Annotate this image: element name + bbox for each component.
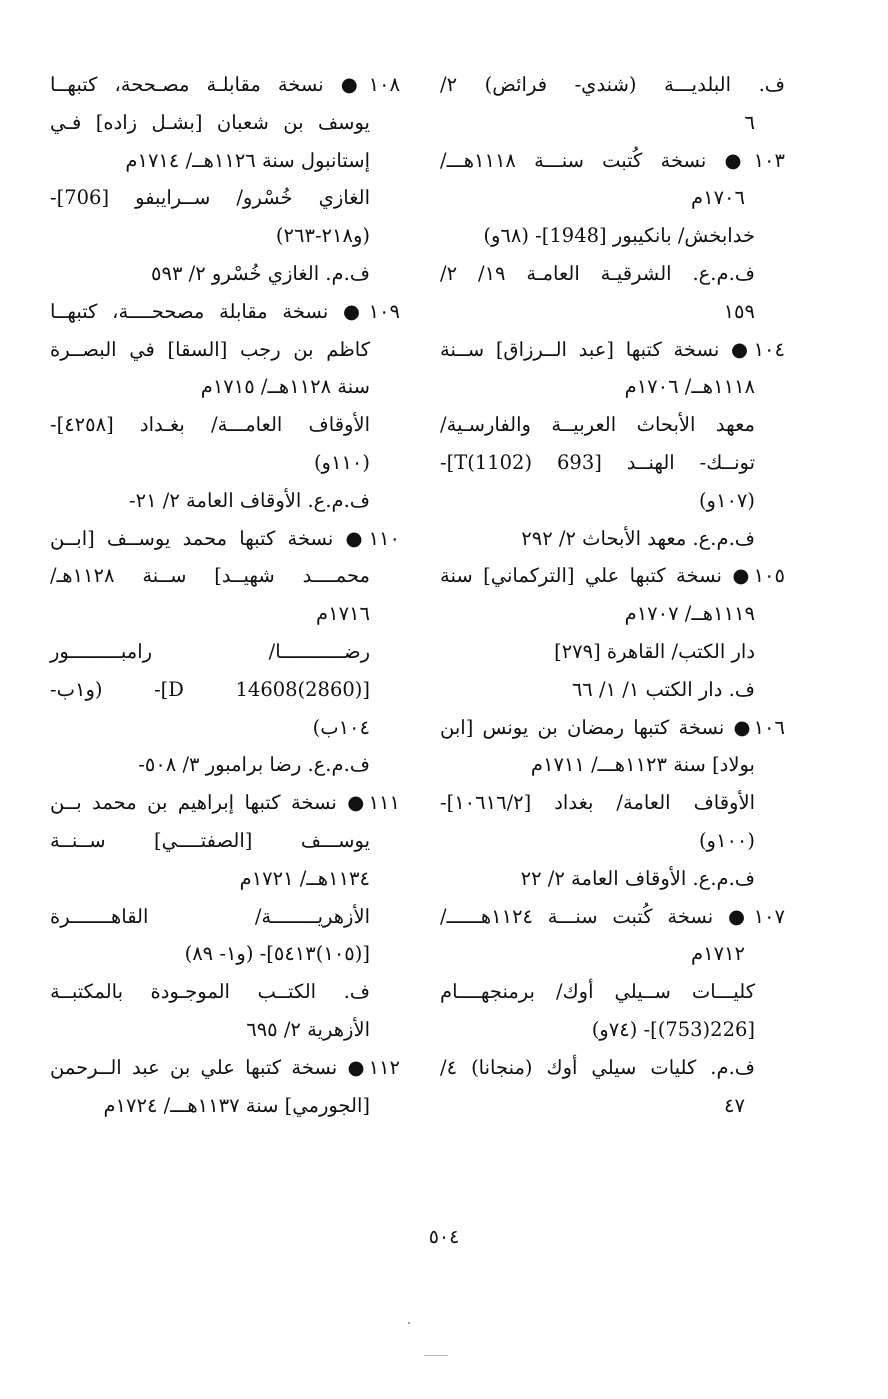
entry-line: ٦ (744, 110, 755, 134)
entry-104 (440, 331, 785, 558)
entry-line: بولاد] سنة ١١٢٣هـــ/ ١٧١١م (530, 753, 755, 777)
entry-line: ١٠٦● نسخة كتبها رمضان بن يونس [ابن (440, 715, 785, 739)
entry-line: الأوقاف العامـــة/ بغـداد [٤٢٥٨]- (50, 413, 370, 437)
entry-line: ف.م.ع. الشرقيـة العامـة ١٩/ ٢/ (440, 261, 755, 285)
entry-line: ١٠٧● نسخة كُتبت سنـــة ١١٢٤هــــــ/ (440, 904, 785, 928)
entry-line: ١٧١٢م (691, 942, 745, 966)
entry-107 (440, 898, 785, 1125)
entry-line: سنة ١١٢٨هــ/ ١٧١٥م (200, 375, 370, 399)
entry-line: [الجورمي] سنة ١١٣٧هـــ/ ١٧٢٤م (103, 1093, 370, 1117)
entry-105 (440, 557, 785, 708)
entry-112 (50, 1049, 400, 1125)
entry-103 (440, 142, 785, 331)
right-column (440, 66, 785, 1124)
entry-line: رضـــــــــــا/ رامبـــــــــور (50, 639, 370, 663)
entry-109 (50, 293, 400, 520)
entry-line: ١١١٨هــ/ ١٧٠٦م (624, 375, 755, 399)
entry-continuation (440, 66, 785, 142)
entry-line: الأوقاف العامة/ بغداد [١٠٦١٦/٢]- (440, 791, 755, 815)
entry-line: ١١٢● نسخة كتبها علي بن عبد الــرحمن (50, 1055, 400, 1079)
entry-line: معهد الأبحاث العربيــة والفارسـية/ (440, 413, 755, 437)
entry-line: كليـــات ســيلي أوك/ برمنجهــــام (440, 980, 755, 1004)
entry-line: ف.م.ع. الأوقاف العامة ٢/ ٢٢ (520, 866, 755, 890)
entry-line: [226(753)]- (٧٤و) (591, 1017, 755, 1041)
entry-line: تونــك- الهنــد [693 T(1102)]- (440, 450, 756, 474)
entry-line: ١١٣٤هــ/ ١٧٢١م (239, 866, 370, 890)
entry-line: ف. الكتــب الموجـودة بالمكتبــة (50, 980, 370, 1004)
entry-line: ١٠٤ب) (312, 715, 370, 739)
entry-line: ١٠٨● نسخة مقابلـة مصـححة، كتبهــا (50, 73, 400, 96)
entry-line: ١١١● نسخة كتبها إبراهيم بن محمد بــن (50, 791, 400, 815)
entry-line: ١١١٩هــ/ ١٧٠٧م (624, 602, 755, 626)
entry-line: ٤٧ (724, 1093, 745, 1117)
left-column (50, 66, 400, 1124)
entry-line: محمــــد شهيــد] ســنة ١١٢٨هـ/ (50, 564, 370, 588)
entry-line: ١٠٥● نسخة كتبها علي [التركماني] سنة (440, 564, 785, 588)
entry-line: ١٠٩● نسخة مقابلة مصححــــة، كتبهــا (50, 299, 400, 323)
entry-line: (و٢١٨-٢٦٣) (275, 224, 370, 248)
entry-line: [(١٠٥)٥٤١٣]- (و١- ٨٩) (184, 942, 370, 966)
entry-line: ١٧١٦م (316, 602, 370, 626)
entry-line: ١٧٠٦م (691, 186, 745, 210)
entry-line: يوســـف [الصفتــــي] ســنــة (50, 828, 370, 852)
entry-106 (440, 709, 785, 898)
entry-line: كاظم بن رجب [السقا] في البصــرة (50, 337, 370, 361)
entry-line: ١١٠● نسخة كتبها محمد يوســف [ابــن (50, 526, 400, 550)
entry-line: الأزهرية ٢/ ٦٩٥ (246, 1017, 370, 1041)
scan-speck (424, 1355, 448, 1356)
entry-line: ١٠٣● نسخة كُتبت سنـــة ١١١٨هـــ/ (440, 148, 785, 172)
entry-line: ف. دار الكتب ١/ ١/ ٦٦ (571, 677, 755, 701)
entry-line: (١٠٧و) (698, 488, 755, 512)
entry-111 (50, 784, 400, 1049)
entry-line: ف.م.ع. الأوقاف العامة ٢/ ٢١- (129, 488, 370, 512)
entry-line: دار الكتب/ القاهرة [٢٧٩] (554, 639, 755, 663)
entry-line: ١٥٩ (723, 299, 755, 323)
entry-108 (50, 66, 400, 293)
entry-line: ف.م. الغازي خُسْرو ٢/ ٥٩٣ (151, 261, 370, 285)
entry-line: الغازي خُسْرو/ ســرايبفو [706]- (50, 186, 370, 210)
entry-line: ف. البلديـــة (شندي- فرائض) ٢/ (440, 73, 785, 96)
entry-line: إستانبول سنة ١١٢٦هــ/ ١٧١٤م (125, 148, 370, 172)
entry-line: الأزهريــــــــة/ القاهـــــــرة (50, 904, 370, 928)
entry-line: [D 14608(2860)]- (و١ب- (50, 677, 370, 701)
entry-line: ف.م.ع. معهد الأبحاث ٢/ ٢٩٢ (521, 526, 755, 550)
entry-110 (50, 520, 400, 785)
page-number: ٥٠٤ (428, 1226, 460, 1248)
entry-line: يوسف بن شعبان [بشـل زاده] فـي (50, 110, 370, 134)
entry-line: خدابخش/ بانكيبور [1948]- (٦٨و) (483, 224, 755, 248)
entry-line: ف.م.ع. رضا برامبور ٣/ ٥٠٨- (138, 753, 370, 777)
entry-line: ف.م. كليات سيلي أوك (منجانا) ٤/ (440, 1055, 755, 1079)
entry-line: (١١٠و) (313, 450, 370, 474)
entry-line: ١٠٤● نسخة كتبها [عبد الــرزاق] ســنة (440, 337, 785, 361)
entry-line: (١٠٠و) (698, 828, 755, 852)
scan-speck (408, 1322, 410, 1324)
